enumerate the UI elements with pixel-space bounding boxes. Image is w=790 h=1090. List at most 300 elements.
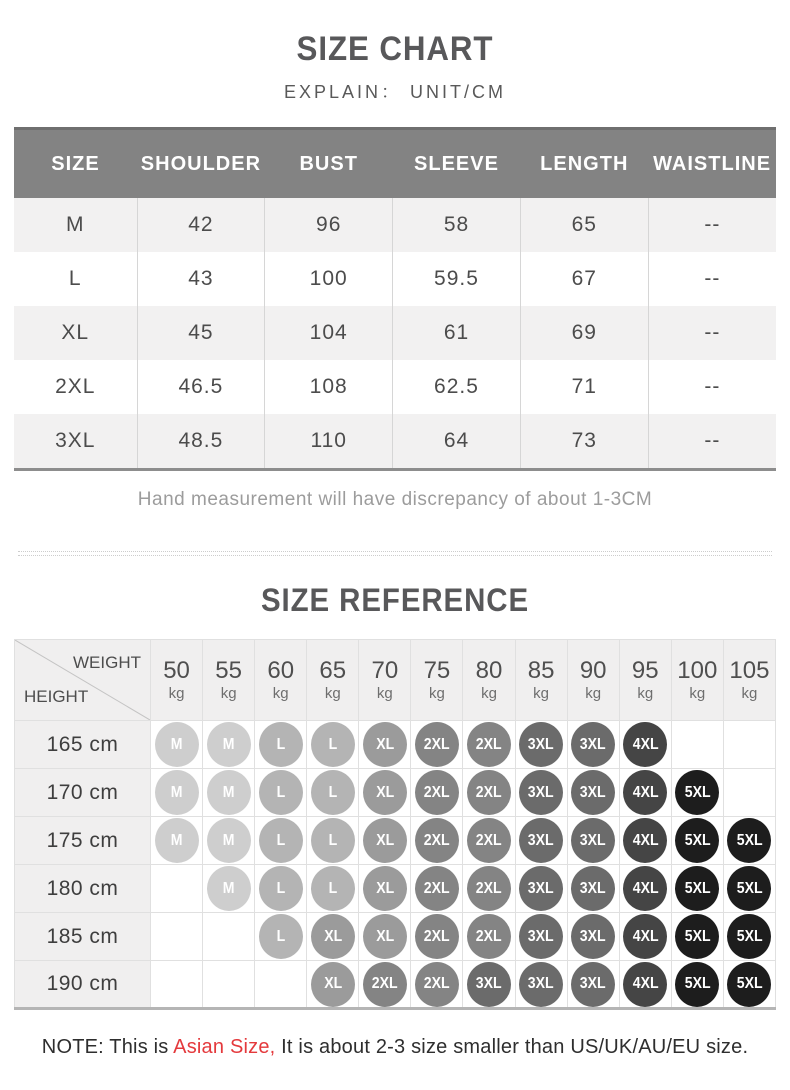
size-cell-slot bbox=[203, 961, 255, 1009]
size-cell-slot bbox=[411, 865, 463, 913]
weight-unit: kg bbox=[168, 685, 185, 703]
size-circle bbox=[519, 722, 563, 767]
size-circle-label: 3XL bbox=[580, 783, 607, 801]
size-circle-label: L bbox=[276, 879, 285, 897]
page-title: SIZE CHART bbox=[296, 30, 494, 68]
header-cell: SHOULDER bbox=[137, 129, 265, 199]
size-cell-slot bbox=[619, 769, 671, 817]
height-label: 170 cm bbox=[15, 769, 151, 817]
value-cell: -- bbox=[648, 198, 776, 252]
size-circle bbox=[363, 914, 407, 959]
size-cell-slot bbox=[151, 913, 203, 961]
size-cell-slot bbox=[515, 961, 567, 1009]
value-cell: 62.5 bbox=[393, 360, 521, 414]
size-circle-label: 5XL bbox=[684, 879, 711, 897]
weight-value: 85 bbox=[527, 657, 555, 685]
size-cell-slot bbox=[515, 721, 567, 769]
size-circle-label: XL bbox=[323, 927, 342, 945]
value-cell: -- bbox=[648, 252, 776, 306]
size-circle bbox=[623, 962, 667, 1007]
size-circle-label: M bbox=[222, 735, 235, 753]
value-cell: 43 bbox=[137, 252, 265, 306]
size-circle bbox=[623, 818, 667, 863]
size-circle bbox=[311, 770, 355, 815]
size-cell-slot bbox=[359, 961, 411, 1009]
size-cell-slot bbox=[463, 817, 515, 865]
size-circle-label: L bbox=[276, 927, 285, 945]
size-circle-label: 3XL bbox=[528, 975, 554, 992]
weight-value: 75 bbox=[423, 657, 451, 685]
reference-row bbox=[15, 769, 776, 817]
size-circle-label: 4XL bbox=[632, 783, 659, 801]
size-circle bbox=[467, 770, 511, 815]
size-circle-label: 5XL bbox=[684, 927, 711, 945]
size-cell-slot bbox=[151, 817, 203, 865]
size-circle-label: L bbox=[328, 831, 338, 849]
size-circle bbox=[727, 866, 771, 911]
size-circle-label: 5XL bbox=[736, 831, 763, 849]
value-cell: 73 bbox=[520, 414, 648, 470]
value-cell: 71 bbox=[520, 360, 648, 414]
size-circle bbox=[571, 770, 615, 815]
size-circle-label: M bbox=[222, 783, 235, 801]
dotted-divider bbox=[18, 551, 772, 556]
size-circle-label: L bbox=[328, 879, 338, 897]
size-cell-slot bbox=[515, 865, 567, 913]
footer-note-suffix: It is about 2-3 size smaller than US/UK/AU/EU size. bbox=[275, 1036, 749, 1058]
size-circle bbox=[207, 866, 251, 911]
size-circle-label: 3XL bbox=[580, 831, 607, 849]
size-cell-slot bbox=[151, 865, 203, 913]
size-circle-label: 2XL bbox=[476, 735, 502, 753]
value-cell: 110 bbox=[265, 414, 393, 470]
size-cell-slot bbox=[515, 913, 567, 961]
size-circle-label: 2XL bbox=[424, 735, 450, 753]
size-cell-slot bbox=[255, 913, 307, 961]
size-cell: 3XL bbox=[55, 429, 96, 452]
size-circle-label: 2XL bbox=[476, 831, 502, 849]
size-chart-table bbox=[14, 127, 776, 471]
weight-unit: kg bbox=[272, 685, 289, 703]
value-cell: 96 bbox=[265, 198, 393, 252]
corner-cell bbox=[15, 640, 151, 721]
weight-unit: kg bbox=[429, 685, 445, 703]
weight-unit: kg bbox=[533, 685, 549, 703]
size-circle bbox=[415, 770, 459, 815]
weight-unit: kg bbox=[585, 685, 602, 703]
value-cell: 48.5 bbox=[137, 414, 265, 470]
size-circle-label: 2XL bbox=[424, 975, 450, 992]
size-circle bbox=[415, 722, 459, 767]
table-row bbox=[14, 198, 776, 252]
height-label: 165 cm bbox=[15, 721, 151, 769]
size-cell-slot bbox=[307, 817, 359, 865]
value-cell: 104 bbox=[265, 306, 393, 360]
size-circle bbox=[155, 818, 199, 863]
size-cell: L bbox=[68, 267, 82, 290]
size-circle bbox=[259, 722, 303, 767]
size-cell-slot bbox=[203, 817, 255, 865]
value-cell: 108 bbox=[265, 360, 393, 414]
size-circle bbox=[467, 818, 511, 863]
size-circle-label: 2XL bbox=[476, 927, 502, 945]
weight-unit: kg bbox=[220, 685, 237, 703]
header-cell: LENGTH bbox=[520, 129, 648, 199]
weight-value: 55 bbox=[215, 657, 242, 685]
value-cell: 46.5 bbox=[137, 360, 265, 414]
size-circle bbox=[259, 866, 303, 911]
size-circle bbox=[363, 818, 407, 863]
size-chart-body bbox=[14, 198, 776, 470]
value-cell: 42 bbox=[137, 198, 265, 252]
size-circle-label: M bbox=[222, 831, 235, 849]
size-cell-slot bbox=[515, 817, 567, 865]
size-circle-label: L bbox=[328, 783, 338, 801]
weight-header-cell bbox=[723, 640, 775, 721]
size-cell-slot bbox=[411, 961, 463, 1009]
size-circle bbox=[623, 914, 667, 959]
size-circle-label: 3XL bbox=[528, 879, 554, 897]
weight-header-cell bbox=[203, 640, 255, 721]
size-cell-slot bbox=[463, 913, 515, 961]
header-cell: SIZE bbox=[14, 129, 137, 199]
size-circle-label: XL bbox=[375, 735, 394, 753]
size-cell-slot bbox=[151, 961, 203, 1009]
size-circle bbox=[571, 818, 615, 863]
size-circle bbox=[311, 914, 355, 959]
weight-value: 90 bbox=[579, 657, 607, 685]
size-circle-label: 2XL bbox=[424, 879, 450, 897]
value-cell: 58 bbox=[393, 198, 521, 252]
table-row bbox=[14, 306, 776, 360]
size-cell-slot bbox=[723, 769, 775, 817]
size-cell-slot bbox=[671, 961, 723, 1009]
size-circle-label: 5XL bbox=[736, 975, 763, 992]
size-circle bbox=[571, 866, 615, 911]
size-reference-table bbox=[14, 639, 776, 1010]
size-circle-label: 2XL bbox=[476, 783, 502, 801]
size-circle bbox=[571, 722, 615, 767]
size-cell-slot bbox=[723, 817, 775, 865]
size-circle bbox=[675, 914, 719, 959]
size-cell-slot bbox=[463, 769, 515, 817]
value-cell: 100 bbox=[265, 252, 393, 306]
size-circle-label: L bbox=[328, 735, 338, 753]
reference-row bbox=[15, 913, 776, 961]
size-cell-slot bbox=[671, 817, 723, 865]
value-cell: 69 bbox=[520, 306, 648, 360]
page-subtitle: EXPLAIN： UNIT/CM bbox=[283, 82, 507, 102]
value-cell: 64 bbox=[393, 414, 521, 470]
size-circle bbox=[363, 722, 407, 767]
header-cell: WAISTLINE bbox=[648, 129, 776, 199]
footer-note-prefix: NOTE: This is bbox=[41, 1036, 174, 1058]
size-cell-slot bbox=[203, 769, 255, 817]
size-circle bbox=[207, 818, 251, 863]
size-circle-label: 3XL bbox=[580, 927, 607, 945]
size-circle-label: L bbox=[276, 783, 285, 801]
footer-note bbox=[0, 1036, 790, 1059]
size-cell-slot bbox=[567, 865, 619, 913]
size-circle bbox=[363, 866, 407, 911]
size-cell-slot bbox=[463, 865, 515, 913]
size-circle-label: 4XL bbox=[632, 927, 659, 945]
size-circle bbox=[259, 914, 303, 959]
size-circle bbox=[675, 866, 719, 911]
size-cell-slot bbox=[359, 721, 411, 769]
size-circle-label: M bbox=[170, 735, 183, 753]
size-chart-header-row bbox=[14, 129, 776, 199]
size-cell-slot bbox=[411, 913, 463, 961]
size-circle-label: 4XL bbox=[632, 831, 659, 849]
value-cell: -- bbox=[648, 360, 776, 414]
size-cell-slot bbox=[567, 961, 619, 1009]
size-cell-slot bbox=[671, 769, 723, 817]
size-circle-label: 2XL bbox=[424, 927, 450, 945]
size-cell-slot bbox=[307, 769, 359, 817]
size-circle-label: 2XL bbox=[424, 831, 450, 849]
size-cell-slot bbox=[255, 961, 307, 1009]
size-circle bbox=[727, 914, 771, 959]
weight-header-cell bbox=[515, 640, 567, 721]
size-circle bbox=[207, 770, 251, 815]
size-circle bbox=[467, 914, 511, 959]
weight-unit: kg bbox=[689, 685, 706, 703]
reference-row bbox=[15, 817, 776, 865]
size-circle-label: 3XL bbox=[580, 975, 607, 992]
weight-value: 100 bbox=[677, 657, 718, 685]
size-circle bbox=[519, 818, 563, 863]
size-circle bbox=[259, 770, 303, 815]
size-circle-label: 3XL bbox=[528, 927, 554, 945]
size-circle bbox=[415, 914, 459, 959]
size-circle-label: 4XL bbox=[632, 879, 659, 897]
size-cell-slot bbox=[359, 865, 411, 913]
size-cell-slot bbox=[203, 913, 255, 961]
size-cell-slot bbox=[619, 721, 671, 769]
size-cell-slot bbox=[255, 817, 307, 865]
weight-value: 95 bbox=[631, 657, 659, 685]
size-cell-slot bbox=[411, 769, 463, 817]
height-label: 175 cm bbox=[15, 817, 151, 865]
measure-note: Hand measurement will have discrepancy of about 1-3CM bbox=[137, 489, 653, 510]
size-cell-slot bbox=[515, 769, 567, 817]
weight-header-cell bbox=[359, 640, 411, 721]
size-circle-label: M bbox=[170, 783, 183, 801]
size-cell-slot bbox=[463, 961, 515, 1009]
weight-unit: kg bbox=[376, 685, 393, 703]
size-cell-slot bbox=[359, 817, 411, 865]
height-label: 180 cm bbox=[15, 865, 151, 913]
size-circle bbox=[259, 818, 303, 863]
reference-title: SIZE REFERENCE bbox=[260, 582, 530, 618]
size-cell-slot bbox=[411, 817, 463, 865]
size-cell-slot bbox=[723, 721, 775, 769]
size-circle-label: 2XL bbox=[424, 783, 450, 801]
footer-note-highlight: Asian Size, bbox=[173, 1036, 276, 1058]
size-cell-slot bbox=[671, 913, 723, 961]
size-circle bbox=[467, 722, 511, 767]
size-cell-slot bbox=[411, 721, 463, 769]
size-reference-section bbox=[0, 582, 790, 1059]
size-circle-label: 4XL bbox=[632, 735, 659, 753]
size-cell-slot bbox=[567, 721, 619, 769]
size-cell-slot bbox=[203, 721, 255, 769]
size-cell-slot bbox=[203, 865, 255, 913]
size-circle-label: XL bbox=[323, 975, 342, 992]
size-circle-label: 3XL bbox=[476, 975, 502, 992]
size-circle bbox=[519, 914, 563, 959]
size-circle bbox=[415, 866, 459, 911]
size-circle bbox=[519, 866, 563, 911]
size-circle bbox=[467, 962, 511, 1007]
size-circle bbox=[623, 770, 667, 815]
weight-unit: kg bbox=[481, 685, 497, 703]
size-cell-slot bbox=[671, 865, 723, 913]
size-cell-slot bbox=[619, 913, 671, 961]
size-cell-slot bbox=[359, 769, 411, 817]
size-cell-slot bbox=[619, 817, 671, 865]
weight-header-cell bbox=[307, 640, 359, 721]
size-circle-label: 5XL bbox=[736, 927, 763, 945]
size-cell-slot bbox=[307, 865, 359, 913]
size-cell-slot bbox=[151, 769, 203, 817]
size-cell-slot bbox=[619, 961, 671, 1009]
corner-height-label: HEIGHT bbox=[24, 687, 89, 706]
size-circle bbox=[311, 722, 355, 767]
size-circle-label: 3XL bbox=[528, 783, 554, 801]
size-circle bbox=[727, 818, 771, 863]
weight-value: 60 bbox=[267, 657, 295, 685]
table-row bbox=[14, 252, 776, 306]
size-cell-slot bbox=[723, 865, 775, 913]
size-circle-label: 5XL bbox=[736, 879, 763, 897]
size-circle-label: 3XL bbox=[580, 735, 607, 753]
size-circle-label: XL bbox=[375, 879, 394, 897]
size-circle bbox=[727, 962, 771, 1007]
size-cell: XL bbox=[61, 321, 90, 344]
weight-value: 65 bbox=[319, 657, 347, 685]
size-cell-slot bbox=[255, 721, 307, 769]
size-circle bbox=[467, 866, 511, 911]
corner-weight-label: WEIGHT bbox=[73, 653, 141, 672]
weight-header-cell bbox=[567, 640, 619, 721]
size-circle-label: 3XL bbox=[528, 735, 554, 753]
size-circle bbox=[311, 962, 355, 1007]
weight-header-cell bbox=[151, 640, 203, 721]
size-circle bbox=[675, 818, 719, 863]
weight-value: 80 bbox=[475, 657, 503, 685]
size-circle bbox=[311, 866, 355, 911]
value-cell: 59.5 bbox=[393, 252, 521, 306]
size-circle bbox=[675, 770, 719, 815]
header-cell: BUST bbox=[265, 129, 393, 199]
size-circle bbox=[363, 770, 407, 815]
value-cell: 65 bbox=[520, 198, 648, 252]
size-circle-label: 3XL bbox=[580, 879, 607, 897]
size-circle-label: 5XL bbox=[684, 831, 711, 849]
size-circle bbox=[363, 962, 407, 1007]
size-cell-slot bbox=[307, 721, 359, 769]
weight-header-cell bbox=[619, 640, 671, 721]
size-cell-slot bbox=[619, 865, 671, 913]
size-circle-label: L bbox=[276, 831, 285, 849]
height-label: 190 cm bbox=[15, 961, 151, 1009]
value-cell: -- bbox=[648, 414, 776, 470]
size-circle-label: M bbox=[222, 879, 235, 897]
size-cell-slot bbox=[567, 817, 619, 865]
reference-row bbox=[15, 721, 776, 769]
table-row bbox=[14, 414, 776, 470]
size-circle-label: XL bbox=[375, 927, 394, 945]
size-circle-label: 4XL bbox=[632, 975, 659, 992]
size-circle-label: XL bbox=[375, 831, 394, 849]
reference-body bbox=[15, 721, 776, 1009]
size-cell-slot bbox=[255, 769, 307, 817]
size-circle-label: L bbox=[276, 735, 285, 753]
size-circle bbox=[623, 722, 667, 767]
reference-header-row bbox=[15, 640, 776, 721]
size-circle bbox=[623, 866, 667, 911]
reference-row bbox=[15, 865, 776, 913]
size-cell-slot bbox=[671, 721, 723, 769]
size-cell-slot bbox=[463, 721, 515, 769]
weight-value: 70 bbox=[371, 657, 399, 685]
size-circle bbox=[415, 818, 459, 863]
size-cell: 2XL bbox=[55, 375, 96, 398]
reference-row bbox=[15, 961, 776, 1009]
size-circle bbox=[155, 770, 199, 815]
size-cell-slot bbox=[567, 769, 619, 817]
weight-header-cell bbox=[463, 640, 515, 721]
size-cell: M bbox=[66, 213, 85, 236]
size-cell-slot bbox=[307, 961, 359, 1009]
size-cell-slot bbox=[567, 913, 619, 961]
size-circle bbox=[207, 722, 251, 767]
weight-unit: kg bbox=[741, 685, 758, 703]
weight-unit: kg bbox=[324, 685, 341, 703]
weight-header-cell bbox=[671, 640, 723, 721]
size-circle-label: 2XL bbox=[371, 975, 398, 992]
size-circle-label: 5XL bbox=[684, 783, 711, 801]
size-circle-label: 3XL bbox=[528, 831, 554, 849]
value-cell: 67 bbox=[520, 252, 648, 306]
size-circle-label: M bbox=[170, 831, 183, 849]
size-cell-slot bbox=[723, 913, 775, 961]
size-circle bbox=[519, 770, 563, 815]
weight-unit: kg bbox=[637, 685, 654, 703]
size-circle bbox=[311, 818, 355, 863]
size-cell-slot bbox=[255, 865, 307, 913]
size-chart-section bbox=[0, 30, 790, 511]
value-cell: 45 bbox=[137, 306, 265, 360]
table-row bbox=[14, 360, 776, 414]
diagonal-line bbox=[15, 640, 150, 720]
height-label: 185 cm bbox=[15, 913, 151, 961]
weight-header-cell bbox=[411, 640, 463, 721]
size-cell-slot bbox=[151, 721, 203, 769]
size-circle-label: 2XL bbox=[476, 879, 502, 897]
weight-value: 105 bbox=[729, 657, 770, 685]
size-cell-slot bbox=[723, 961, 775, 1009]
size-circle bbox=[519, 962, 563, 1007]
weight-header-cell bbox=[255, 640, 307, 721]
size-circle bbox=[415, 962, 459, 1007]
size-circle bbox=[675, 962, 719, 1007]
size-cell-slot bbox=[359, 913, 411, 961]
value-cell: -- bbox=[648, 306, 776, 360]
header-cell: SLEEVE bbox=[393, 129, 521, 199]
